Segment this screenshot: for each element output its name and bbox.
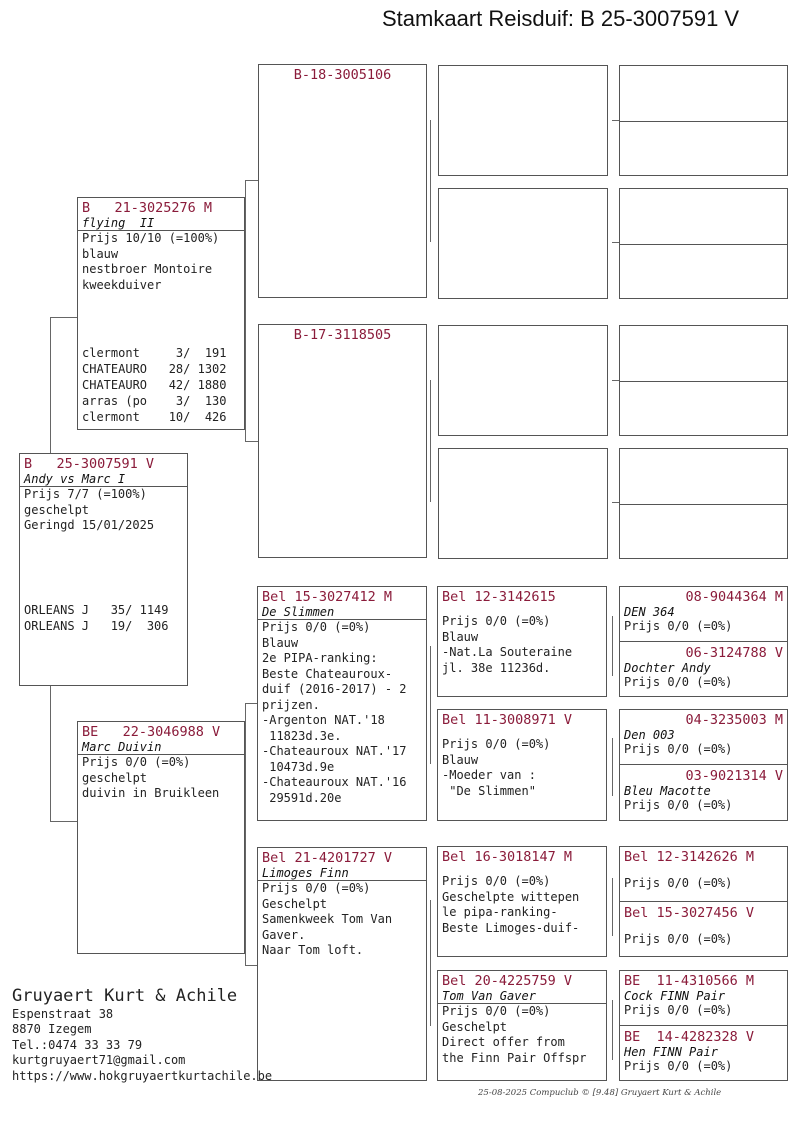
empty-card-pair <box>619 65 788 176</box>
connector-line <box>245 703 246 965</box>
info-line: 29591d.20e <box>262 790 342 805</box>
connector-line <box>430 900 431 1026</box>
race-result: CHATEAURO 42/ 1880 <box>82 378 227 392</box>
info-line: Prijs 0/0 (=0%) <box>262 881 371 895</box>
info-line: -Argenton NAT.'18 <box>262 713 385 727</box>
grandfather-card <box>258 64 427 298</box>
ring-number: Bel 15-3027412 M <box>262 589 393 605</box>
subject-card <box>19 453 188 686</box>
empty-card-pair <box>619 188 788 299</box>
pigeon-name: De Slimmen <box>258 606 426 620</box>
great-grandparent-card <box>437 586 607 697</box>
ring-number: B 25-3007591 V <box>24 456 155 472</box>
info-line: Gaver. <box>262 927 306 942</box>
info-line: geschelpt <box>82 770 148 785</box>
info-line: 11823d.3e. <box>262 728 342 743</box>
prize-line: Prijs 0/0 (=0%) <box>624 1003 733 1017</box>
info-line: Geschelpt <box>442 1019 508 1034</box>
connector-line <box>50 317 77 318</box>
owner-website[interactable]: https://www.hokgruyaertkurtachile.be <box>12 1069 273 1083</box>
ring-number: BE 11-4310566 M <box>624 973 755 989</box>
owner-name: Gruyaert Kurt & Achile <box>12 986 238 1006</box>
info-line: prijzen. <box>262 697 320 712</box>
info-line: 10473d.9e <box>262 759 335 774</box>
connector-line <box>430 120 431 242</box>
race-result: clermont 3/ 191 <box>82 346 227 360</box>
ring-number: Bel 12-3142626 M <box>624 849 755 865</box>
race-result: CHATEAURO 28/ 1302 <box>82 362 227 376</box>
connector-line <box>50 821 77 822</box>
ring-number: 03-9021314 V <box>685 768 783 784</box>
race-result: arras (po 3/ 130 <box>82 394 227 408</box>
empty-card-pair <box>619 448 788 559</box>
info-line: le pipa-ranking- <box>442 905 558 919</box>
owner-phone: Tel.:0474 33 33 79 <box>12 1038 143 1052</box>
info-line: Prijs 0/0 (=0%) <box>442 614 551 628</box>
ring-number: Bel 16-3018147 M <box>442 849 573 865</box>
prize-line: Prijs 0/0 (=0%) <box>624 932 733 946</box>
pigeon-name: Marc Duivin <box>78 741 244 755</box>
gen4-card-pair <box>619 846 788 957</box>
info-line: Beste Limoges-duif- <box>442 920 580 935</box>
prize-line: Prijs 0/0 (=0%) <box>624 876 733 890</box>
connector-line <box>612 1000 613 1060</box>
pigeon-name: Dochter Andy <box>624 661 711 675</box>
info-line: Blauw <box>442 752 479 767</box>
info-line: kweekduiver <box>82 277 162 292</box>
connector-line <box>612 738 613 796</box>
empty-card-pair <box>619 325 788 436</box>
connector-line <box>612 380 619 381</box>
info-line: -Chateauroux NAT.'16 <box>262 775 407 789</box>
race-result: clermont 10/ 426 <box>82 410 227 424</box>
race-results <box>24 602 169 634</box>
ring-number: B-18-3005106 <box>293 67 392 83</box>
grandmother-card <box>257 847 427 1081</box>
info-line: Prijs 0/0 (=0%) <box>82 755 191 769</box>
empty-card <box>438 448 608 559</box>
pigeon-name: flying II <box>78 217 244 231</box>
owner-address: Espenstraat 38 <box>12 1007 114 1021</box>
connector-line <box>612 242 619 243</box>
great-grandparent-card <box>437 970 607 1081</box>
pigeon-name: Cock FINN Pair <box>624 989 726 1003</box>
ring-number: Bel 20-4225759 V <box>442 973 573 989</box>
gen4-card-pair <box>619 970 788 1081</box>
race-results <box>82 345 227 425</box>
ring-number: B-17-3118505 <box>293 327 392 343</box>
info-line: Prijs 0/0 (=0%) <box>442 737 551 751</box>
info-line: "De Slimmen" <box>442 783 536 798</box>
prize-line: Prijs 0/0 (=0%) <box>624 1059 733 1073</box>
ring-number: Bel 15-3027456 V <box>624 905 755 921</box>
info-line: blauw <box>82 246 119 261</box>
ring-number: BE 14-4282328 V <box>624 1029 755 1045</box>
connector-line <box>612 616 613 676</box>
footer-text: 25-08-2025 Compuclub © [9.48] Gruyaert Kurt & Achile <box>478 1088 722 1098</box>
info-line: Blauw <box>262 635 299 650</box>
info-line: Geschelpt <box>262 896 328 911</box>
pigeon-name: DEN 364 <box>624 605 675 619</box>
pigeon-name: Tom Van Gaver <box>438 990 606 1004</box>
ring-number: BE 22-3046988 V <box>82 724 221 740</box>
gen4-card-pair <box>619 586 788 697</box>
info-line: Samenkweek Tom Van <box>262 912 393 926</box>
pigeon-name: Andy vs Marc I <box>20 473 187 487</box>
prize-line: Prijs 0/0 (=0%) <box>624 798 733 812</box>
connector-line <box>245 180 258 181</box>
ring-number: Bel 21-4201727 V <box>262 850 393 866</box>
info-line: Prijs 0/0 (=0%) <box>262 620 371 634</box>
info-line: -Chateauroux NAT.'17 <box>262 744 407 758</box>
pigeon-name: Hen FINN Pair <box>624 1045 718 1059</box>
father-card <box>77 197 245 430</box>
page-title: Stamkaart Reisduif: B 25-3007591 V <box>382 6 740 31</box>
info-line: -Nat.La Souteraine <box>442 645 573 659</box>
prize-line: Prijs 0/0 (=0%) <box>624 675 733 689</box>
info-line: Prijs 7/7 (=100%) <box>24 487 147 501</box>
ring-number: 08-9044364 M <box>685 589 783 605</box>
connector-line <box>612 502 619 503</box>
great-grandparent-card <box>437 846 607 957</box>
owner-city: 8870 Izegem <box>12 1022 92 1036</box>
connector-line <box>430 380 431 502</box>
prize-line: Prijs 0/0 (=0%) <box>624 742 733 756</box>
ring-number: 04-3235003 M <box>685 712 783 728</box>
connector-line <box>245 441 258 442</box>
gen4-card-pair <box>619 709 788 821</box>
pigeon-name: Limoges Finn <box>258 867 426 881</box>
grandfather-card <box>257 586 427 821</box>
info-line: duivin in Bruikleen <box>82 786 220 800</box>
mother-card <box>77 721 245 954</box>
pigeon-name: Bleu Macotte <box>624 784 711 798</box>
race-result: ORLEANS J 35/ 1149 <box>24 603 169 617</box>
ring-number: Bel 11-3008971 V <box>442 712 573 728</box>
great-grandparent-card <box>437 709 607 821</box>
connector-line <box>430 646 431 764</box>
info-line: Geringd 15/01/2025 <box>24 518 155 532</box>
info-line: Naar Tom loft. <box>262 943 364 957</box>
info-line: Prijs 0/0 (=0%) <box>442 874 551 888</box>
info-line: Geschelpte wittepen <box>442 889 580 904</box>
empty-card <box>438 188 608 299</box>
info-line: duif (2016-2017) - 2 <box>262 682 407 696</box>
info-line: Beste Chateauroux- <box>262 666 393 681</box>
info-line: 2e PIPA-ranking: <box>262 651 378 665</box>
info-line: Prijs 0/0 (=0%) <box>442 1004 551 1018</box>
info-line: Blauw <box>442 629 479 644</box>
connector-line <box>245 180 246 441</box>
pigeon-name: Den 003 <box>624 728 675 742</box>
empty-card <box>438 65 608 176</box>
race-result: ORLEANS J 19/ 306 <box>24 619 169 633</box>
connector-line <box>612 120 619 121</box>
empty-card <box>438 325 608 436</box>
ring-number: Bel 12-3142615 <box>442 589 556 605</box>
info-line: jl. 38e 11236d. <box>442 660 551 675</box>
owner-email[interactable]: kurtgruyaert71@gmail.com <box>12 1053 186 1067</box>
connector-line <box>612 878 613 936</box>
ring-number: B 21-3025276 M <box>82 200 213 216</box>
info-line: Prijs 10/10 (=100%) <box>82 231 220 245</box>
prize-line: Prijs 0/0 (=0%) <box>624 619 733 633</box>
grandmother-card <box>258 324 427 558</box>
info-line: Direct offer from <box>442 1035 565 1049</box>
ring-number: 06-3124788 V <box>685 645 783 661</box>
info-line: nestbroer Montoire <box>82 262 213 276</box>
info-line: -Moeder van : <box>442 768 536 782</box>
info-line: the Finn Pair Offspr <box>442 1050 587 1065</box>
info-line: geschelpt <box>24 502 90 517</box>
